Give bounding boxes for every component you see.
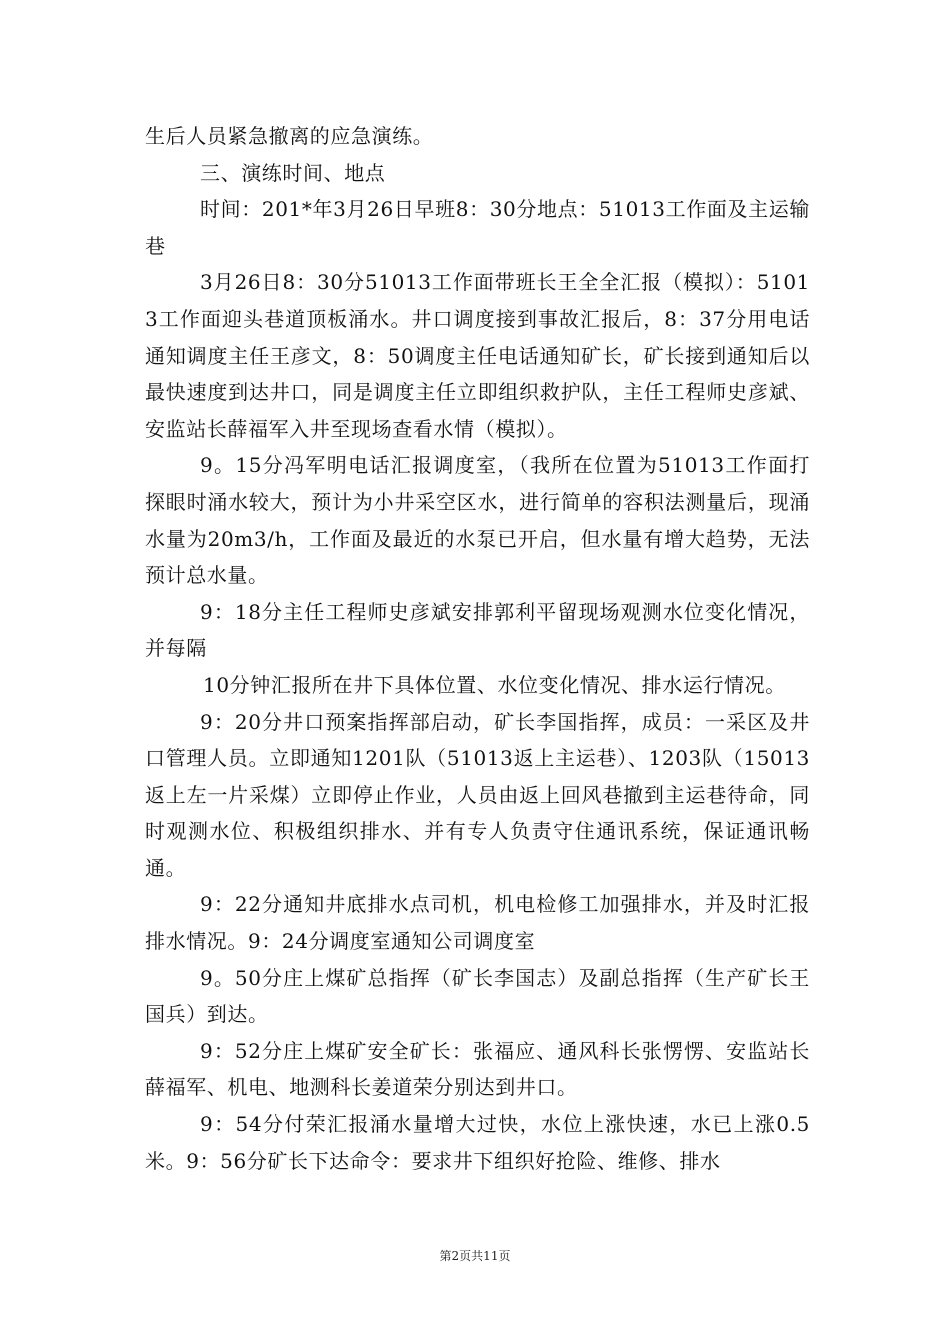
page-number-footer: 第2页共11页 [439, 1249, 511, 1263]
document-body [145, 118, 810, 1179]
paragraph-6: 9：18分主任工程师史彦斌安排郭利平留现场观测水位变化情况，并每隔 [145, 599, 810, 661]
paragraph-8: 9：20分井口预案指挥部启动，矿长李国指挥，成员：一采区及井口管理人员。立即通知1201队（51013返上主运巷）、1203队（15013返上左一片采煤）立即停止作业，人员由返上回风巷撤到主运巷待命，同时观测水位、积极组织排水、并有专人负责守住通讯系统，保证通讯畅通。 [145, 709, 810, 880]
paragraph-11: 9：52分庄上煤矿安全矿长：张福应、通风科长张愣愣、安监站长薛福军、机电、地测科长姜道荣分别达到井口。 [145, 1038, 810, 1100]
paragraph-1: 生后人员紧急撤离的应急演练。 [145, 124, 434, 148]
paragraph-5: 9。15分冯军明电话汇报调度室，（我所在位置为51013工作面打探眼时涌水较大，预计为小井采空区水，进行简单的容积法测量后，现涌水量为20m3/h，工作面及最近的水泵已开启，但水量有增大趋势，无法预计总水量。 [145, 453, 810, 588]
paragraph-3: 时间：201*年3月26日早班8：30分地点：51013工作面及主运输巷 [145, 197, 810, 258]
paragraph-7: 10分钟汇报所在井下具体位置、水位变化情况、排水运行情况。 [203, 672, 786, 697]
paragraph-9: 9：22分通知井底排水点司机，机电检修工加强排水，并及时汇报排水情况。9：24分调度室通知公司调度室 [145, 892, 810, 954]
paragraph-2-heading: 三、演练时间、地点 [200, 160, 386, 185]
paragraph-12: 9：54分付荣汇报涌水量增大过快，水位上涨快速，水已上涨0.5米。9：56分矿长下达命令：要求井下组织好抢险、维修、排水 [145, 1112, 810, 1173]
paragraph-10: 9。50分庄上煤矿总指挥（矿长李国志）及副总指挥（生产矿长王国兵）到达。 [145, 965, 810, 1027]
paragraph-4: 3月26日8：30分51013工作面带班长王全全汇报（模拟）：51013工作面迎头巷道顶板涌水。井口调度接到事故汇报后，8：37分用电话通知调度主任王彦文，8：50调度主任电话通知矿长，矿长接到通知后以最快速度到达井口，同是调度主任立即组织救护队，主任工程师史彦斌、安监站长薛福军入井至现场查看水情（模拟）。 [145, 270, 810, 441]
